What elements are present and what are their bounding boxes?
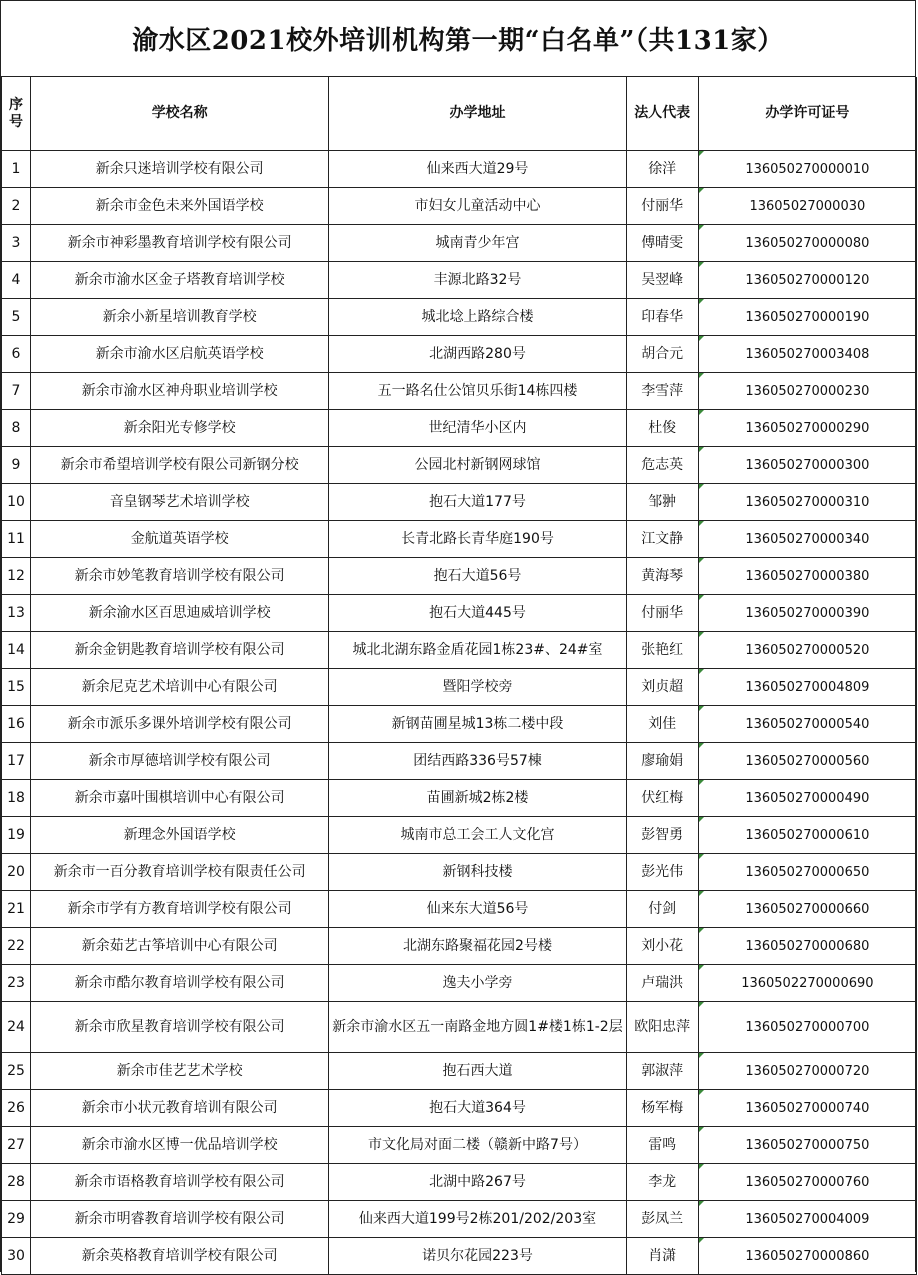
cell-rep: 邹翀 [626,484,698,521]
cell-school: 新余市派乐多课外培训学校有限公司 [31,706,329,743]
table-row [2,1090,917,1127]
cell-license: 136050270000860 [698,1238,916,1275]
cell-rep: 付丽华 [626,595,698,632]
table-row [2,373,917,410]
cell-rep: 雷鸣 [626,1127,698,1164]
cell-address: 仙来西大道29号 [329,151,626,188]
cell-address: 北湖东路聚福花园2号楼 [329,928,626,965]
cell-license: 136050270000190 [698,299,916,336]
cell-rep: 彭光伟 [626,854,698,891]
table-row [2,965,917,1002]
cell-school: 新理念外国语学校 [31,817,329,854]
cell-no: 16 [2,706,31,743]
cell-school: 新余市明睿教育培训学校有限公司 [31,1201,329,1238]
cell-school: 新余市嘉叶围棋培训中心有限公司 [31,780,329,817]
cell-no: 11 [2,521,31,558]
cell-address: 北湖西路280号 [329,336,626,373]
table-row [2,780,917,817]
cell-license: 136050270000680 [698,928,916,965]
table-row [2,262,917,299]
cell-no: 17 [2,743,31,780]
cell-school: 新余只迷培训学校有限公司 [31,151,329,188]
cell-no: 22 [2,928,31,965]
table-row [2,1164,917,1201]
cell-license: 136050270003408 [698,336,916,373]
table-row [2,669,917,706]
cell-no: 26 [2,1090,31,1127]
cell-address: 暨阳学校旁 [329,669,626,706]
cell-address: 城北埝上路综合楼 [329,299,626,336]
cell-license: 13605027000030 [698,188,916,225]
cell-rep: 付剑 [626,891,698,928]
cell-license: 136050270004809 [698,669,916,706]
cell-license: 136050270000290 [698,410,916,447]
cell-no: 13 [2,595,31,632]
table-row [2,484,917,521]
cell-school: 新余市妙笔教育培训学校有限公司 [31,558,329,595]
table-row [2,595,917,632]
table-row [2,336,917,373]
cell-school: 新余市一百分教育培训学校有限责任公司 [31,854,329,891]
cell-license: 136050270000010 [698,151,916,188]
cell-rep: 李龙 [626,1164,698,1201]
cell-rep: 欧阳忠萍 [626,1002,698,1053]
cell-address: 抱石大道177号 [329,484,626,521]
cell-address: 诺贝尔花园223号 [329,1238,626,1275]
cell-no: 6 [2,336,31,373]
cell-rep: 傅晴雯 [626,225,698,262]
cell-school: 新余市酷尔教育培训学校有限公司 [31,965,329,1002]
cell-address: 五一路名仕公馆贝乐街14栋四楼 [329,373,626,410]
table-row [2,558,917,595]
cell-rep: 黄海琴 [626,558,698,595]
cell-school: 金航道英语学校 [31,521,329,558]
cell-no: 2 [2,188,31,225]
cell-no: 28 [2,1164,31,1201]
cell-address: 新余市渝水区五一南路金地方圆1#楼1栋1-2层 [329,1002,626,1053]
cell-license: 136050270000650 [698,854,916,891]
cell-school: 新余茹艺古筝培训中心有限公司 [31,928,329,965]
cell-license: 136050270000720 [698,1053,916,1090]
cell-rep: 危志英 [626,447,698,484]
cell-school: 新余市欣星教育培训学校有限公司 [31,1002,329,1053]
cell-no: 3 [2,225,31,262]
cell-address: 新钢苗圃星城13栋二楼中段 [329,706,626,743]
cell-no: 20 [2,854,31,891]
cell-license: 136050270000300 [698,447,916,484]
table-row [2,1201,917,1238]
cell-license: 136050270000760 [698,1164,916,1201]
table-row [2,891,917,928]
cell-address: 苗圃新城2栋2楼 [329,780,626,817]
cell-license: 136050270000340 [698,521,916,558]
cell-license: 136050270000750 [698,1127,916,1164]
cell-rep: 郭淑萍 [626,1053,698,1090]
cell-rep: 吴翌峰 [626,262,698,299]
cell-school: 新余市金色未来外国语学校 [31,188,329,225]
table-row [2,521,917,558]
header-school: 学校名称 [31,77,329,151]
table-row [2,854,917,891]
cell-rep: 伏红梅 [626,780,698,817]
cell-school: 新余小新星培训教育学校 [31,299,329,336]
cell-no: 1 [2,151,31,188]
cell-license: 136050270000080 [698,225,916,262]
header-license: 办学许可证号 [698,77,916,151]
cell-rep: 彭凤兰 [626,1201,698,1238]
cell-address: 团结西路336号57棟 [329,743,626,780]
page-title: 渝水区2021校外培训机构第一期“白名单”（共131家） [1,1,915,77]
cell-address: 北湖中路267号 [329,1164,626,1201]
cell-school: 新余英格教育培训学校有限公司 [31,1238,329,1275]
cell-license: 136050270000380 [698,558,916,595]
cell-license: 136050270000740 [698,1090,916,1127]
cell-license: 136050270000540 [698,706,916,743]
cell-no: 27 [2,1127,31,1164]
cell-no: 21 [2,891,31,928]
cell-school: 新余阳光专修学校 [31,410,329,447]
cell-no: 25 [2,1053,31,1090]
cell-no: 30 [2,1238,31,1275]
table-row [2,1002,917,1053]
whitelist-table [1,77,917,1275]
cell-rep: 肖潇 [626,1238,698,1275]
table-row [2,706,917,743]
cell-address: 新钢科技楼 [329,854,626,891]
header-rep: 法人代表 [626,77,698,151]
cell-license: 136050270000490 [698,780,916,817]
cell-license: 136050270000230 [698,373,916,410]
cell-address: 城北北湖东路金盾花园1栋23#、24#室 [329,632,626,669]
cell-address: 世纪清华小区内 [329,410,626,447]
cell-license: 136050270000310 [698,484,916,521]
table-row [2,1127,917,1164]
header-row [2,77,917,151]
cell-address: 公园北村新钢网球馆 [329,447,626,484]
cell-rep: 刘小花 [626,928,698,965]
table-row [2,299,917,336]
cell-license: 136050270000120 [698,262,916,299]
table-row [2,410,917,447]
cell-rep: 付丽华 [626,188,698,225]
header-no: 序号 [2,77,31,151]
cell-rep: 张艳红 [626,632,698,669]
cell-license: 136050270004009 [698,1201,916,1238]
table-row [2,817,917,854]
cell-address: 仙来西大道199号2栋201/202/203室 [329,1201,626,1238]
cell-address: 丰源北路32号 [329,262,626,299]
cell-rep: 廖瑜娟 [626,743,698,780]
table-body [2,151,917,1275]
cell-no: 10 [2,484,31,521]
cell-rep: 彭智勇 [626,817,698,854]
cell-school: 新余市渝水区启航英语学校 [31,336,329,373]
cell-rep: 卢瑞洪 [626,965,698,1002]
cell-address: 城南青少年宫 [329,225,626,262]
cell-school: 新余市语格教育培训学校有限公司 [31,1164,329,1201]
cell-school: 音皇钢琴艺术培训学校 [31,484,329,521]
cell-license: 1360502270000690 [698,965,916,1002]
cell-license: 136050270000520 [698,632,916,669]
cell-no: 29 [2,1201,31,1238]
cell-school: 新余渝水区百思迪威培训学校 [31,595,329,632]
cell-address: 长青北路长青华庭190号 [329,521,626,558]
cell-license: 136050270000700 [698,1002,916,1053]
cell-rep: 印春华 [626,299,698,336]
cell-address: 抱石大道56号 [329,558,626,595]
cell-school: 新余市渝水区神舟职业培训学校 [31,373,329,410]
cell-rep: 刘贞超 [626,669,698,706]
cell-address: 市妇女儿童活动中心 [329,188,626,225]
cell-no: 8 [2,410,31,447]
cell-license: 136050270000390 [698,595,916,632]
cell-no: 12 [2,558,31,595]
cell-school: 新余市渝水区金子塔教育培训学校 [31,262,329,299]
cell-school: 新余市佳艺艺术学校 [31,1053,329,1090]
cell-rep: 刘佳 [626,706,698,743]
cell-rep: 胡合元 [626,336,698,373]
cell-rep: 徐洋 [626,151,698,188]
cell-address: 抱石西大道 [329,1053,626,1090]
cell-no: 23 [2,965,31,1002]
table-row [2,743,917,780]
cell-rep: 江文静 [626,521,698,558]
cell-no: 14 [2,632,31,669]
cell-no: 18 [2,780,31,817]
cell-school: 新余金钥匙教育培训学校有限公司 [31,632,329,669]
cell-rep: 杨军梅 [626,1090,698,1127]
cell-school: 新余市学有方教育培训学校有限公司 [31,891,329,928]
table-row [2,447,917,484]
cell-address: 城南市总工会工人文化宫 [329,817,626,854]
table-row [2,632,917,669]
cell-license: 136050270000660 [698,891,916,928]
cell-address: 抱石大道445号 [329,595,626,632]
cell-school: 新余市小状元教育培训有限公司 [31,1090,329,1127]
cell-rep: 杜俊 [626,410,698,447]
cell-school: 新余尼克艺术培训中心有限公司 [31,669,329,706]
cell-school: 新余市厚德培训学校有限公司 [31,743,329,780]
cell-address: 仙来东大道56号 [329,891,626,928]
cell-school: 新余市渝水区博一优品培训学校 [31,1127,329,1164]
table-row [2,188,917,225]
table-row [2,151,917,188]
cell-license: 136050270000610 [698,817,916,854]
cell-license: 136050270000560 [698,743,916,780]
cell-no: 4 [2,262,31,299]
cell-no: 9 [2,447,31,484]
cell-no: 15 [2,669,31,706]
header-address: 办学地址 [329,77,626,151]
cell-address: 市文化局对面二楼（赣新中路7号） [329,1127,626,1164]
cell-no: 19 [2,817,31,854]
cell-no: 5 [2,299,31,336]
table-row [2,1053,917,1090]
cell-no: 7 [2,373,31,410]
cell-school: 新余市希望培训学校有限公司新钢分校 [31,447,329,484]
cell-no: 24 [2,1002,31,1053]
cell-address: 抱石大道364号 [329,1090,626,1127]
table-row [2,928,917,965]
cell-address: 逸夫小学旁 [329,965,626,1002]
table-row [2,225,917,262]
cell-rep: 李雪萍 [626,373,698,410]
table-row [2,1238,917,1275]
cell-school: 新余市神彩墨教育培训学校有限公司 [31,225,329,262]
